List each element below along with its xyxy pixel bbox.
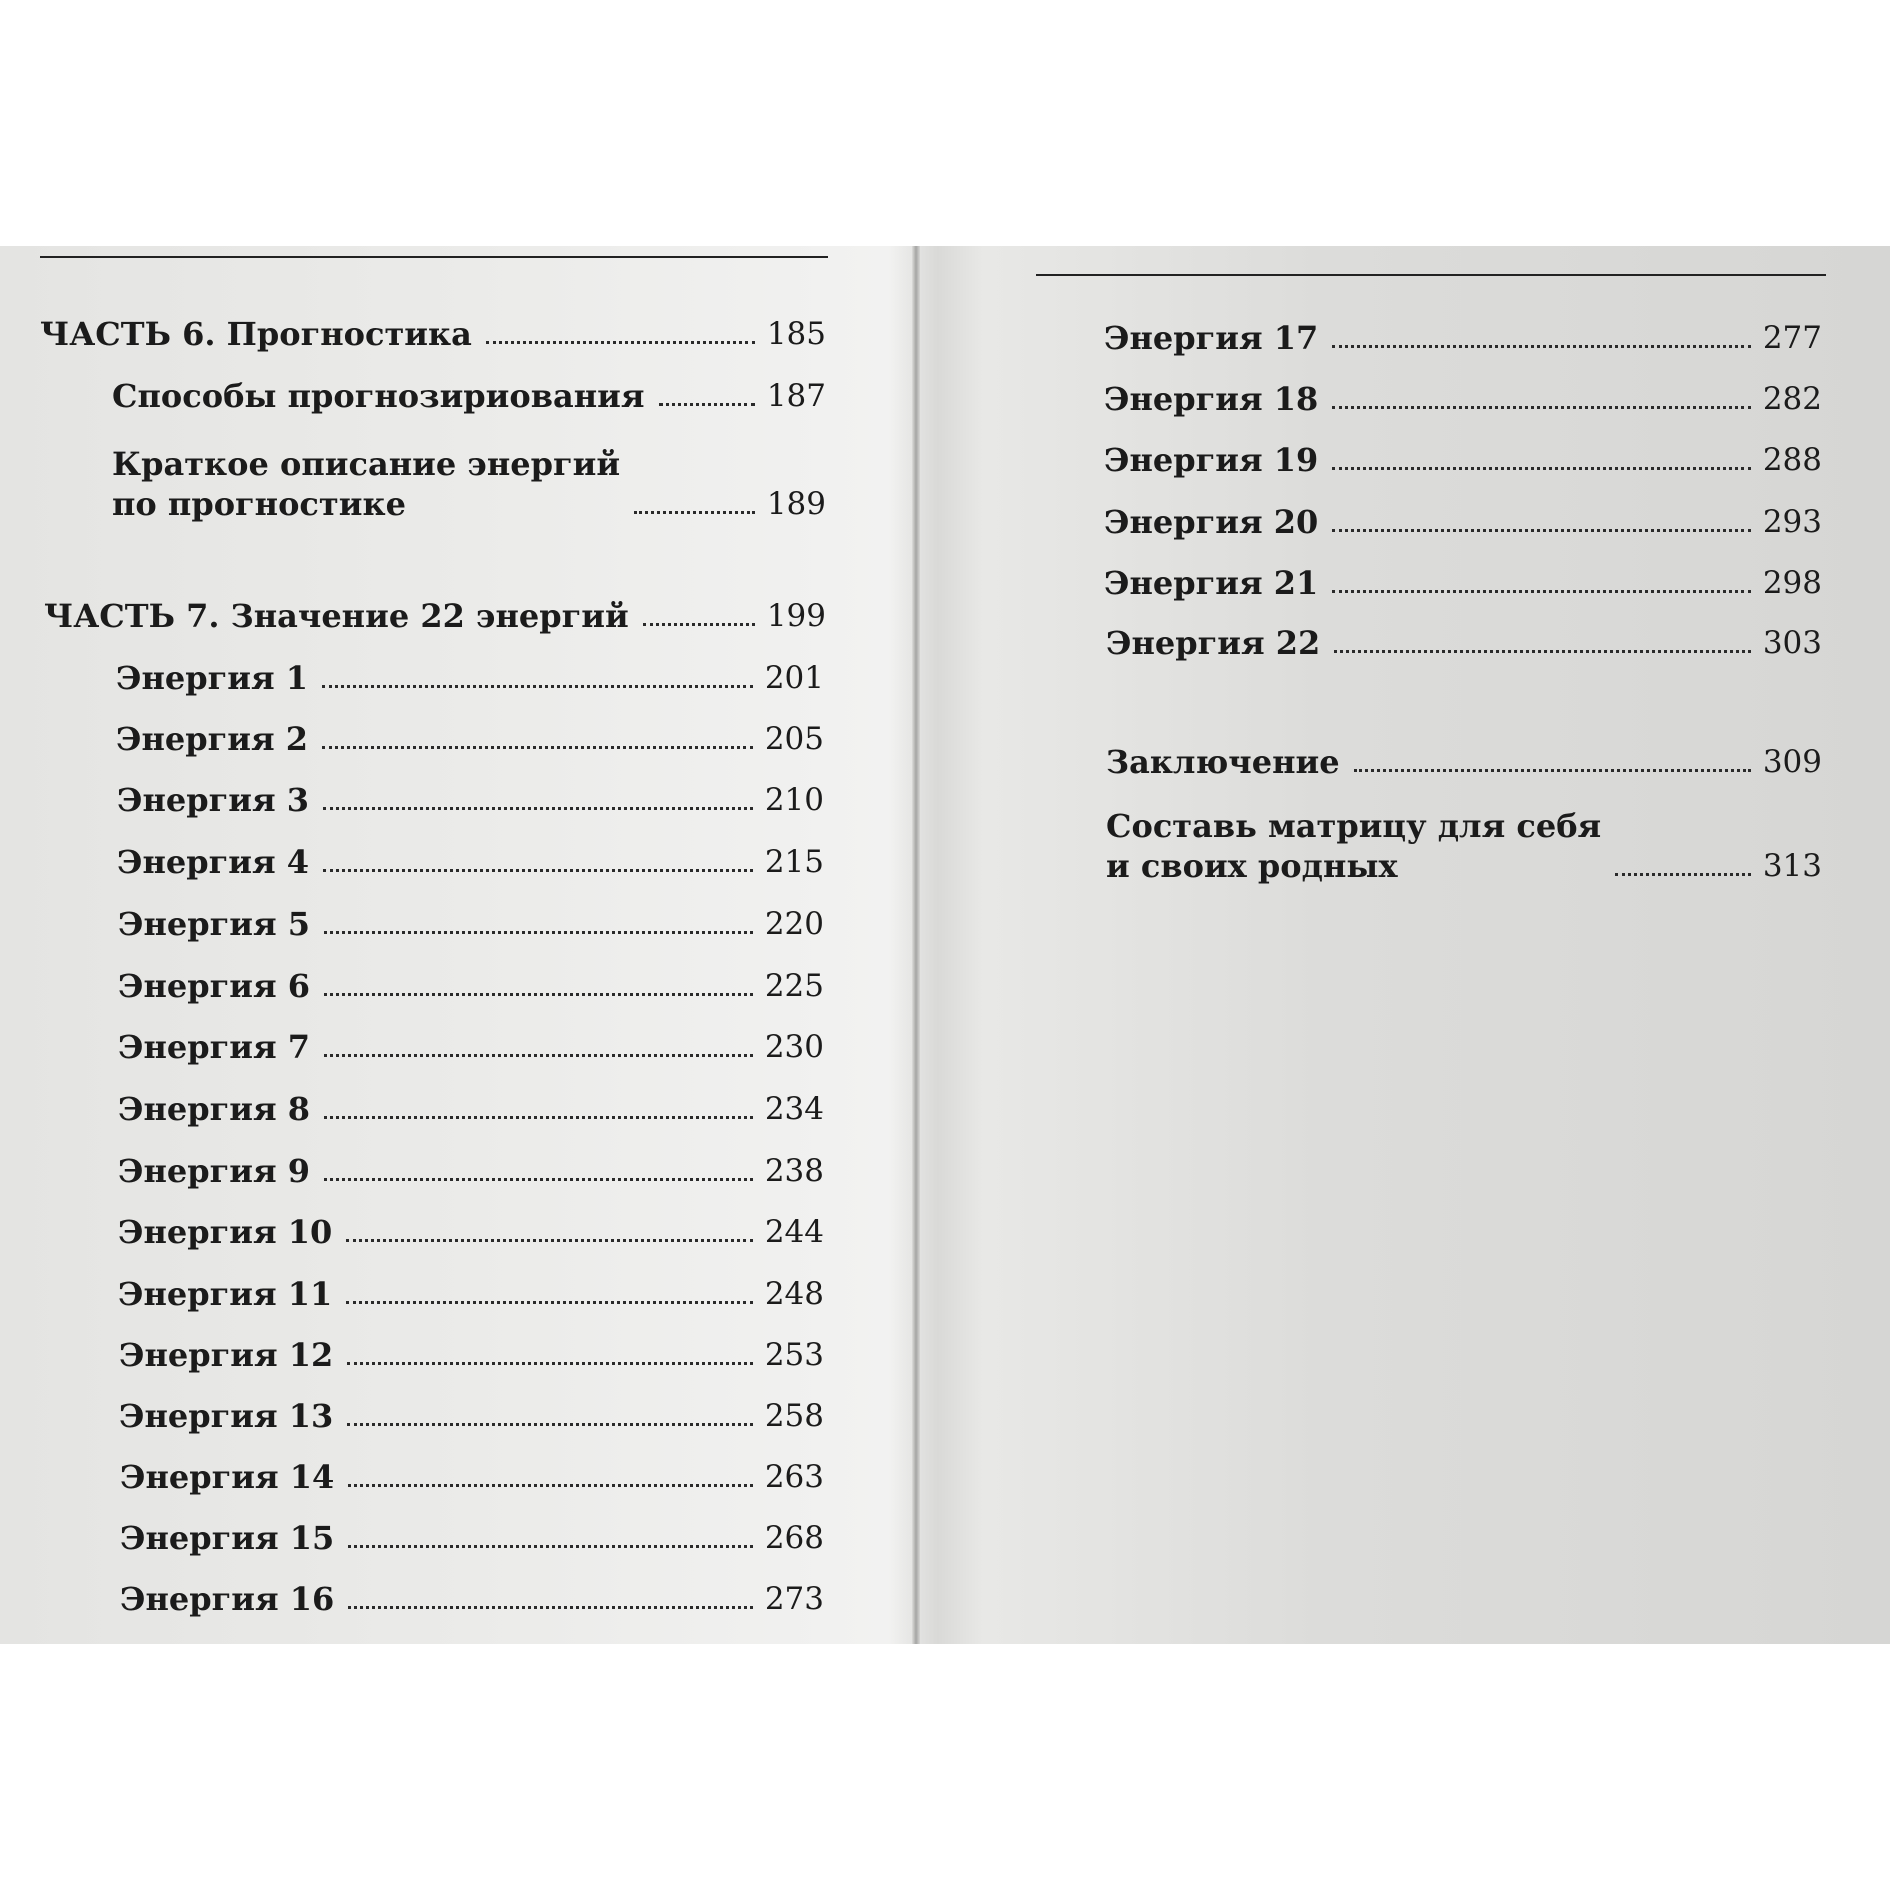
toc-page-number: 248 [764, 1276, 824, 1312]
toc-dot-leader [1332, 467, 1751, 470]
toc-page-number: 199 [766, 598, 826, 634]
toc-entry[interactable] [1106, 806, 1822, 886]
toc-entry[interactable] [118, 1151, 824, 1191]
toc-entry-title [116, 719, 308, 759]
toc-entry[interactable] [118, 1027, 824, 1067]
toc-entry-title [117, 780, 309, 820]
toc-entry-title [118, 1089, 310, 1129]
toc-entry-title [118, 1274, 332, 1314]
toc-page-number: 220 [764, 906, 824, 942]
toc-dot-leader [324, 993, 753, 996]
toc-entry-title-line: по прогностике [112, 485, 406, 523]
toc-dot-leader [1332, 345, 1751, 348]
toc-dot-leader [634, 511, 755, 514]
toc-entry-title [120, 1457, 334, 1497]
toc-dot-leader [347, 1362, 753, 1365]
toc-entry[interactable] [1104, 318, 1822, 358]
toc-entry-title [44, 596, 629, 636]
toc-dot-leader [486, 341, 755, 344]
toc-entry-title [119, 1396, 333, 1436]
toc-page-number: 263 [764, 1459, 824, 1495]
toc-entry[interactable] [120, 1579, 824, 1619]
toc-page-number: 303 [1762, 625, 1822, 661]
left-page [0, 246, 912, 1644]
toc-entry-title-line: Энергия 10 [118, 1213, 333, 1251]
toc-entry-title-line: Энергия 2 [116, 720, 308, 758]
toc-entry-title-line: Энергия 9 [118, 1152, 310, 1190]
toc-dot-leader [322, 746, 753, 749]
toc-entry[interactable] [117, 780, 824, 820]
toc-page-number: 225 [764, 968, 824, 1004]
toc-page-number: 293 [1762, 504, 1822, 540]
toc-page-number: 298 [1762, 565, 1822, 601]
toc-entry-title-line: Энергия 4 [117, 843, 309, 881]
toc-dot-leader [347, 1423, 753, 1426]
toc-page-number: 210 [764, 782, 824, 818]
toc-entry-title-line: Энергия 15 [120, 1519, 335, 1557]
toc-entry-title-line: Энергия 8 [118, 1090, 310, 1128]
toc-entry-title [1104, 502, 1318, 542]
toc-entry[interactable] [1104, 440, 1822, 480]
toc-page-number: 253 [764, 1337, 824, 1373]
toc-entry-title-line: ЧАСТЬ 6. Прогностика [40, 315, 472, 353]
toc-entry-title-line: Способы прогнозириования [112, 377, 645, 415]
toc-page-number: 187 [766, 378, 826, 414]
toc-entry[interactable] [117, 842, 824, 882]
toc-page-number: 201 [764, 660, 824, 696]
toc-entry-title [118, 904, 310, 944]
toc-entry-title [119, 1335, 333, 1375]
toc-entry-title [1104, 563, 1318, 603]
toc-dot-leader [346, 1301, 753, 1304]
left-page-rule [40, 256, 828, 258]
toc-entry-title-line: ЧАСТЬ 7. Значение 22 энергий [44, 597, 629, 635]
toc-entry-title [1106, 806, 1601, 886]
toc-entry-title-line: Энергия 14 [120, 1458, 335, 1496]
toc-entry-title-line: Энергия 5 [118, 905, 310, 943]
toc-entry-title [116, 658, 308, 698]
toc-dot-leader [324, 1116, 753, 1119]
toc-entry[interactable] [119, 1335, 824, 1375]
toc-entry-title-line: Энергия 16 [120, 1580, 335, 1618]
toc-entry-title-line: и своих родных [1106, 847, 1398, 885]
toc-dot-leader [348, 1484, 753, 1487]
toc-entry-title-line: Заключение [1106, 743, 1340, 781]
toc-entry[interactable] [118, 904, 824, 944]
toc-entry-title [1106, 742, 1340, 782]
toc-entry-title-line: Краткое описание энергий [112, 445, 621, 483]
toc-entry-title [117, 842, 309, 882]
toc-entry-title [118, 1151, 310, 1191]
toc-page-number: 268 [764, 1520, 824, 1556]
toc-dot-leader [323, 869, 753, 872]
toc-entry-title-line: Энергия 3 [117, 781, 309, 819]
right-page [920, 246, 1890, 1644]
toc-entry[interactable] [1104, 379, 1822, 419]
toc-dot-leader [324, 931, 753, 934]
toc-entry-title [120, 1518, 334, 1558]
toc-page-number: 230 [764, 1029, 824, 1065]
toc-entry[interactable] [1104, 563, 1822, 603]
toc-entry[interactable] [1104, 502, 1822, 542]
toc-entry[interactable] [118, 1274, 824, 1314]
toc-dot-leader [1332, 529, 1751, 532]
toc-entry-title [40, 314, 472, 354]
toc-entry-title [118, 1027, 310, 1067]
toc-dot-leader [324, 1054, 753, 1057]
toc-entry-title [112, 376, 645, 416]
toc-page-number: 234 [764, 1091, 824, 1127]
toc-page-number: 244 [764, 1214, 824, 1250]
toc-page-number: 189 [766, 486, 826, 522]
toc-page-number: 238 [764, 1153, 824, 1189]
toc-entry[interactable] [116, 719, 824, 759]
toc-entry[interactable] [40, 314, 826, 354]
toc-dot-leader [1332, 406, 1751, 409]
toc-dot-leader [322, 685, 753, 688]
right-page-rule [1036, 274, 1826, 276]
toc-dot-leader [1615, 873, 1751, 876]
toc-entry[interactable] [118, 1089, 824, 1129]
toc-page-number: 277 [1762, 320, 1822, 356]
toc-page-number: 309 [1762, 744, 1822, 780]
toc-entry[interactable] [120, 1518, 824, 1558]
toc-entry-title-line: Энергия 18 [1104, 380, 1319, 418]
toc-dot-leader [659, 403, 755, 406]
toc-page-number: 288 [1762, 442, 1822, 478]
toc-entry[interactable] [116, 658, 824, 698]
toc-page-number: 282 [1762, 381, 1822, 417]
toc-entry-title-line: Составь матрицу для себя [1106, 807, 1602, 845]
toc-entry-title-line: Энергия 22 [1106, 624, 1321, 662]
toc-entry-title [112, 444, 620, 524]
toc-entry-title-line: Энергия 11 [118, 1275, 333, 1313]
toc-page-number: 185 [766, 316, 826, 352]
toc-entry[interactable] [120, 1457, 824, 1497]
toc-dot-leader [323, 807, 753, 810]
toc-entry[interactable] [112, 444, 826, 524]
toc-entry[interactable] [1106, 742, 1822, 782]
toc-entry-title [120, 1579, 334, 1619]
toc-entry-title [1104, 379, 1318, 419]
toc-page-number: 215 [764, 844, 824, 880]
toc-entry-title-line: Энергия 19 [1104, 441, 1319, 479]
toc-entry-title-line: Энергия 20 [1104, 503, 1319, 541]
toc-entry-title [1104, 440, 1318, 480]
toc-entry-title-line: Энергия 13 [119, 1397, 334, 1435]
toc-entry-title-line: Энергия 7 [118, 1028, 310, 1066]
toc-dot-leader [1354, 769, 1751, 772]
toc-entry-title-line: Энергия 6 [118, 967, 310, 1005]
toc-dot-leader [643, 623, 755, 626]
toc-entry-title-line: Энергия 1 [116, 659, 308, 697]
toc-entry[interactable] [119, 1396, 824, 1436]
toc-entry[interactable] [44, 596, 826, 636]
toc-entry-title-line: Энергия 17 [1104, 319, 1319, 357]
toc-dot-leader [348, 1545, 753, 1548]
toc-entry[interactable] [1106, 623, 1822, 663]
toc-page-number: 313 [1762, 848, 1822, 884]
book-gutter [912, 246, 920, 1644]
toc-dot-leader [324, 1178, 753, 1181]
toc-entry[interactable] [112, 376, 826, 416]
toc-page-number: 205 [764, 721, 824, 757]
toc-dot-leader [348, 1606, 753, 1609]
toc-entry-title [1104, 318, 1318, 358]
toc-entry-title [1106, 623, 1320, 663]
toc-dot-leader [1334, 650, 1751, 653]
toc-entry-title [118, 1212, 332, 1252]
toc-dot-leader [346, 1239, 753, 1242]
toc-entry-title-line: Энергия 21 [1104, 564, 1319, 602]
toc-page-number: 273 [764, 1581, 824, 1617]
toc-entry[interactable] [118, 1212, 824, 1252]
toc-dot-leader [1332, 590, 1751, 593]
toc-entry[interactable] [118, 966, 824, 1006]
toc-entry-title [118, 966, 310, 1006]
toc-entry-title-line: Энергия 12 [119, 1336, 334, 1374]
toc-page-number: 258 [764, 1398, 824, 1434]
